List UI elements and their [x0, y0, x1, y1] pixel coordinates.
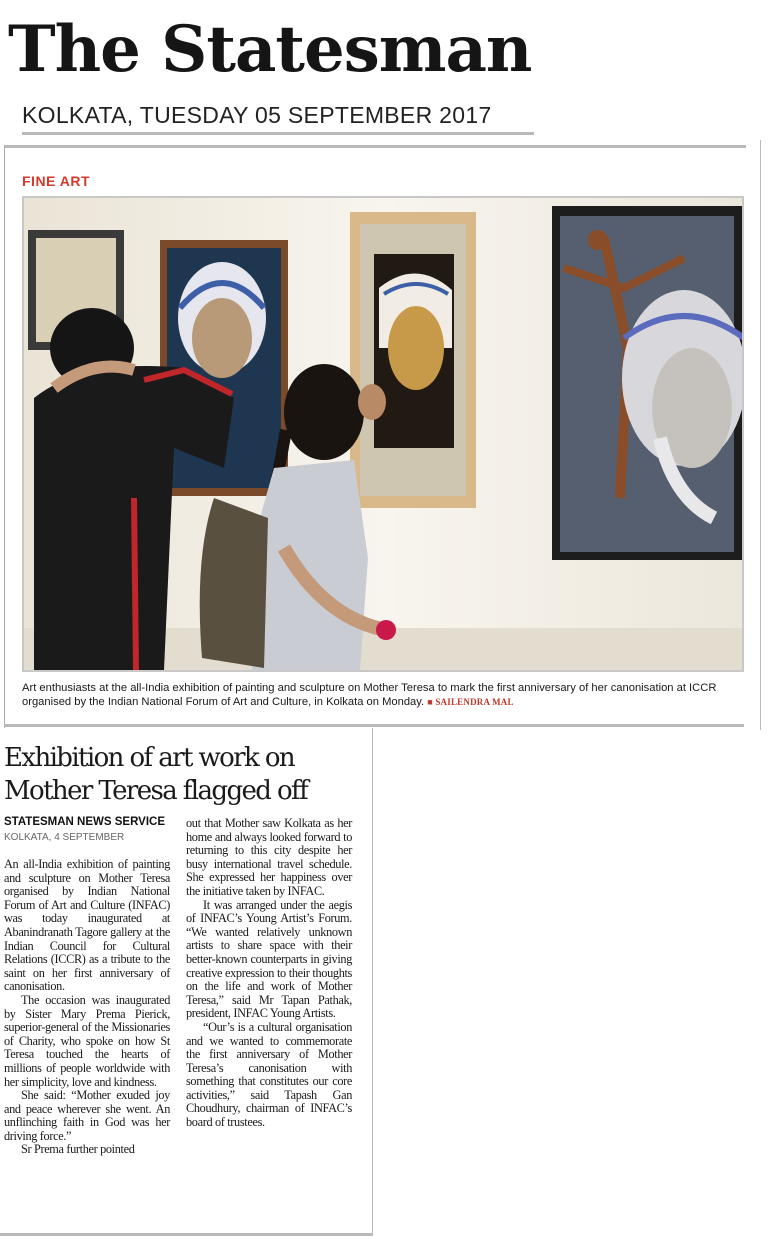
newspaper-masthead: The Statesman	[8, 12, 532, 87]
paragraph: The occasion was inaugurated by Sister Mary Prema Pierick, superior-general of the Missionaries of Charity, who spoke on how St Teresa touched the hearts of millions of people worldwide with her simplicity, love and kindness.	[4, 992, 170, 1089]
article-bottom-rule	[0, 1233, 373, 1236]
column-divider	[760, 140, 761, 730]
photo-bottom-rule	[4, 724, 744, 727]
edition-dateline: KOLKATA, TUESDAY 05 SEPTEMBER 2017	[22, 102, 492, 128]
news-photo	[22, 196, 744, 672]
section-kicker: FINE ART	[22, 173, 91, 189]
article-byline: STATESMAN NEWS SERVICE	[4, 816, 166, 828]
painting-crucifix	[552, 206, 742, 560]
headline-line-2: Mother Teresa flagged off	[4, 776, 308, 806]
paragraph: Sr Prema further pointed	[21, 1142, 135, 1157]
paragraph: “Our’s is a cultural organisation and we wanted to commemorate the first anniversary of Mother Teresa’s canonisation with something that constitutes our core activities,” said Tapash Gan Choudhury, chairman of INFAC’s board of trustees.	[186, 1019, 352, 1130]
article-placeline: KOLKATA, 4 SEPTEMBER	[4, 832, 125, 843]
photo-credit: ■ SAILENDRA MAL	[427, 697, 514, 707]
headline-line-1: Exhibition of art work on	[4, 743, 295, 773]
paragraph: An all-India exhibition of painting and sculpture on Mother Teresa organised by Indian National Forum of Art and Culture (INFAC) was today inaugurated at Abanindranath Tagore gallery at the Indian Council for Cultural Relations (ICCR) as a tribute to the saint on her first anniversary of canonisation.	[4, 857, 170, 994]
paragraph: out that Mother saw Kolkata as her home and always looked forward to returning to this city despite her busy international travel schedule. She expressed her happiness over the initiative taken by INFAC.	[186, 816, 352, 898]
painting-mother-teresa-2	[350, 212, 476, 508]
article-headline	[4, 742, 368, 808]
photo-caption	[22, 681, 738, 709]
article-column-1	[4, 858, 170, 1157]
paragraph: It was arranged under the aegis of INFAC’s Young Artist’s Forum. “We wanted relatively unknown artists to share space with their better-known counterparts in giving creative expression to their thoughts on the life and work of Mother Teresa,” said Mr Tapan Pathak, president, INFAC Young Artists.	[186, 897, 352, 1021]
paragraph: She said: “Mother exuded joy and peace wherever she went. An unflinching faith in God was her driving force.”	[4, 1088, 170, 1143]
article-column-2	[186, 817, 352, 1130]
masthead-divider	[22, 132, 534, 135]
photo-caption-text: Art enthusiasts at the all-India exhibition of painting and sculpture on Mother Teresa to mark the first anniversary of her canonisation at ICCR organised by the Indian National Forum of Art and Culture, in Kolkata on Monday.	[22, 682, 717, 708]
